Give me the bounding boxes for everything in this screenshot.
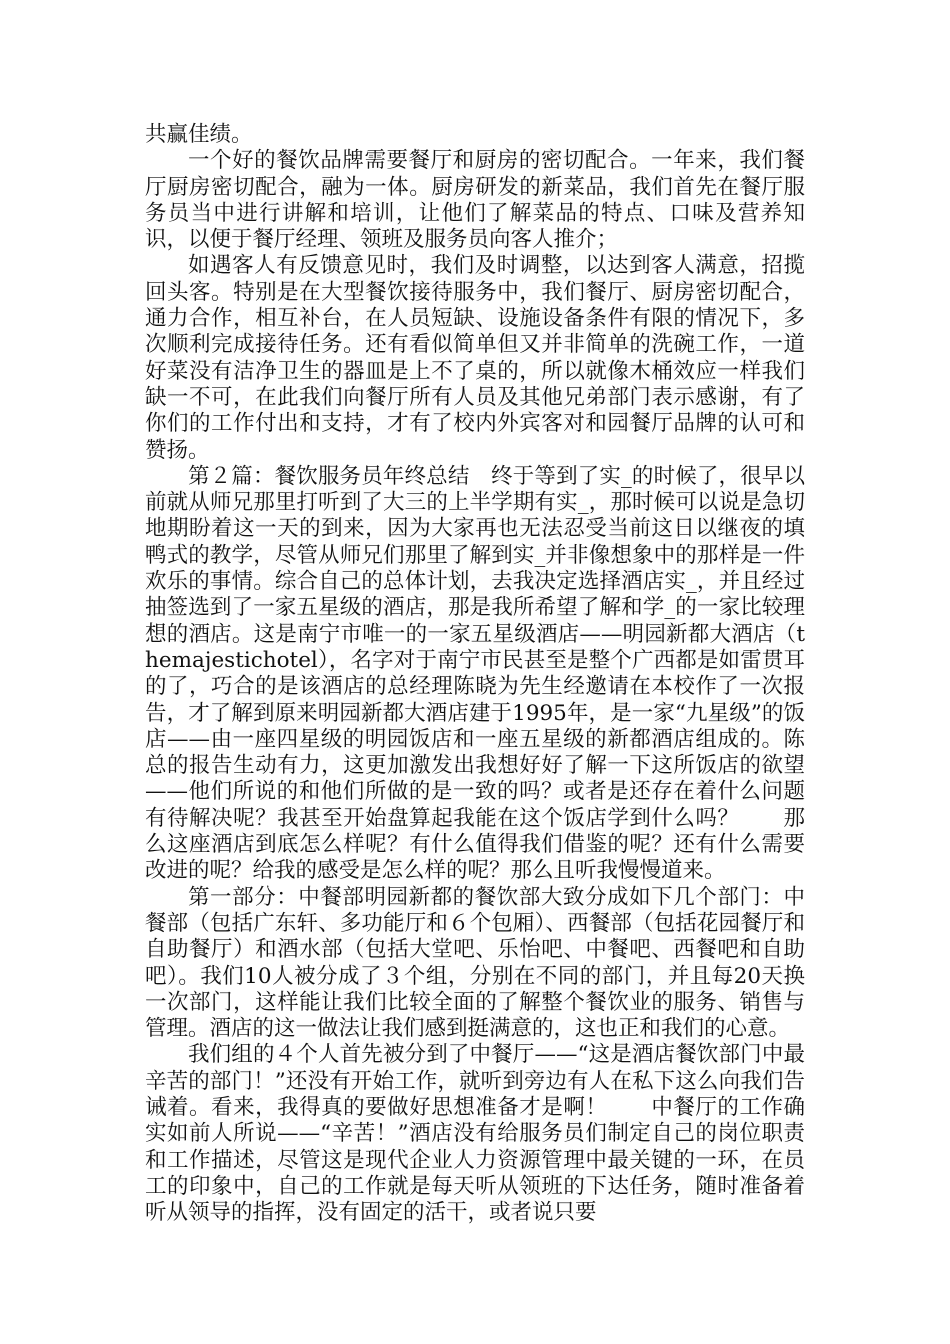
paragraph-5: 第一部分：中餐部明园新都的餐饮部大致分成如下几个部门：中餐部（包括广东轩、多功能厅和６个包厢）、西餐部（包括花园餐厅和自助餐厅）和酒水部（包括大堂吧、乐怡吧、中餐吧、西餐吧和自助吧）。我们10人被分成了３个组，分别在不同的部门，并且每20天换一次部门，这样能让我们比较全面的了解整个餐饮业的服务、销售与管理。酒店的这一做法让我们感到挺满意的，这也正和我们的心意。: [145, 884, 805, 1042]
paragraph-6: 我们组的４个人首先被分到了中餐厅——“这是酒店餐饮部门中最辛苦的部门！”还没有开始工作，就听到旁边有人在私下这么向我们告诫着。看来，我得真的要做好思想准备才是啊！ 中餐厅的工作确实如前人所说——“辛苦！”酒店没有给服务员们制定自己的岗位职责和工作描述，尽管这是现代企业人力资源管理中最关键的一环，在员工的印象中，自己的工作就是每天听从领班的下达任务，随时准备着听从领导的指挥，没有固定的活干，或者说只要: [145, 1042, 805, 1226]
document-page: [145, 122, 805, 1226]
paragraph-2: 一个好的餐饮品牌需要餐厅和厨房的密切配合。一年来，我们餐厅厨房密切配合，融为一体。厨房研发的新菜品，我们首先在餐厅服务员当中进行讲解和培训，让他们了解菜品的特点、口味及营养知识，以便于餐厅经理、领班及服务员向客人推介；: [145, 148, 805, 253]
paragraph-3: 如遇客人有反馈意见时，我们及时调整，以达到客人满意，招揽回头客。特别是在大型餐饮接待服务中，我们餐厅、厨房密切配合，通力合作，相互补台，在人员短缺、设施设备条件有限的情况下，多次顺利完成接待任务。还有看似简单但又并非简单的洗碗工作，一道好菜没有洁净卫生的器皿是上不了桌的，所以就像木桶效应一样我们缺一不可，在此我们向餐厅所有人员及其他兄弟部门表示感谢，有了你们的工作付出和支持，才有了校内外宾客对和园餐厅品牌的认可和赞扬。: [145, 253, 805, 463]
paragraph-1: 共赢佳绩。: [145, 122, 253, 147]
paragraph-4: 第２篇：餐饮服务员年终总结 终于等到了实_的时候了，很早以前就从师兄那里打听到了大三的上半学期有实_，那时候可以说是急切地期盼着这一天的到来，因为大家再也无法忍受当前这日以继夜的填鸭式的教学，尽管从师兄们那里了解到实_并非像想象中的那样是一件欢乐的事情。综合自己的总体计划，去我决定选择酒店实_，并且经过抽签选到了一家五星级的酒店，那是我所希望了解和学_的一家比较理想的酒店。这是南宁市唯一的一家五星级酒店——明园新都大酒店（themajestichotel），名字对于南宁市民甚至是整个广西都是如雷贯耳的了，巧合的是该酒店的总经理陈晓为先生经邀请在本校作了一次报告，才了解到原来明园新都大酒店建于1995年，是一家“九星级”的饭店——由一座四星级的明园饭店和一座五星级的新都酒店组成的。陈总的报告生动有力，这更加激发出我想好好了解一下这所饭店的欲望——他们所说的和他们所做的是一致的吗？或者是还存在着什么问题有待解决呢？我甚至开始盘算起我能在这个饭店学到什么吗？ 那么这座酒店到底怎么样呢？有什么值得我们借鉴的呢？还有什么需要改进的呢？给我的感受是怎么样的呢？那么且听我慢慢道来。: [145, 463, 805, 884]
